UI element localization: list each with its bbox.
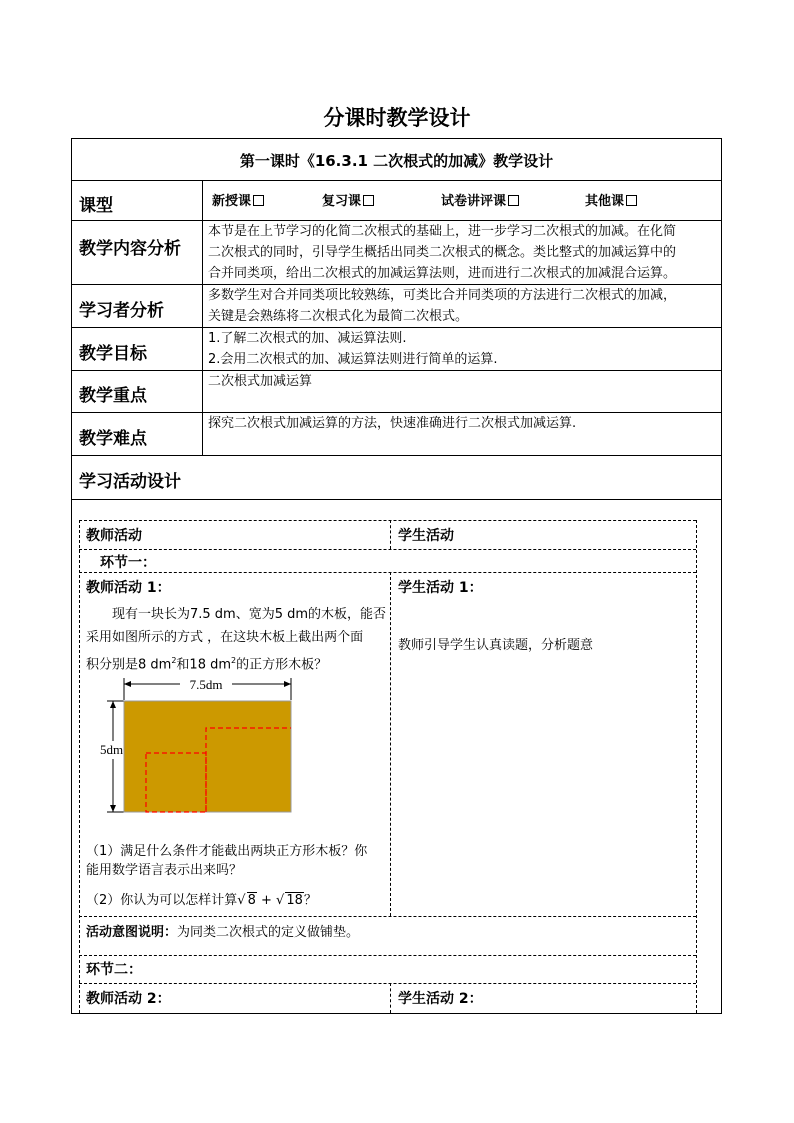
- learner-analysis-label: 学习者分析: [79, 301, 164, 321]
- difficulties-label: 教学难点: [79, 429, 147, 449]
- table-border: [71, 138, 72, 1014]
- width-label: 7.5dm: [189, 677, 223, 692]
- objectives-label: 教学目标: [79, 344, 147, 364]
- question-two: （2）你认为可以怎样计算√ 8 + √ 18？: [86, 893, 317, 908]
- table-divider: [71, 455, 722, 456]
- key-points-label: 教学重点: [79, 386, 147, 406]
- question-one: （1）满足什么条件才能截出两块正方形木板？你 能用数学语言表示出来吗？: [86, 844, 368, 878]
- dashed-divider: [79, 983, 696, 984]
- student-activity-2-label: 学生活动 2：: [398, 991, 483, 1007]
- option-new-lesson[interactable]: 新授课: [212, 190, 264, 209]
- page-title: 分课时教学设计: [323, 106, 471, 130]
- student-activity-1-text: 教师引导学生认真读题，分析题意: [398, 638, 594, 653]
- option-other-lesson[interactable]: 其他课: [585, 190, 637, 209]
- dashed-divider: [696, 520, 697, 1013]
- option-review-lesson[interactable]: 复习课: [322, 190, 374, 209]
- key-points-text: 二次根式加减运算: [208, 374, 313, 389]
- table-border: [721, 138, 722, 1014]
- checkbox-icon: [253, 195, 264, 206]
- table-divider: [71, 370, 722, 371]
- content-analysis-text: 本节是在上节学习的化简二次根式的基础上，进一步学习二次根式的加减。在化简 二次根式的同时，引导学生概括出同类二次根式的概念。类比整式的加减运算中的 合并同类项，给出二次根式的加减运算法则，进而进行二次根式的加减混合运算。: [208, 224, 677, 281]
- dashed-divider: [79, 520, 696, 521]
- checkbox-icon: [508, 195, 519, 206]
- objectives-text: 1.了解二次根式的加、减运算法则. 2.会用二次根式的加、减运算法则进行简单的运算.: [208, 331, 498, 367]
- teacher-activity-1-label: 教师活动 1：: [86, 580, 171, 596]
- type-label: 课型: [79, 196, 113, 216]
- stage-one-label: 环节一：: [100, 555, 156, 571]
- dashed-divider: [79, 955, 696, 956]
- student-activity-1-label: 学生活动 1：: [398, 580, 483, 596]
- height-label: 5dm: [100, 742, 124, 757]
- table-border: [71, 1013, 722, 1014]
- dashed-divider: [79, 549, 696, 550]
- lesson-title: 第一课时《16.3.1 二次根式的加减》教学设计: [239, 152, 554, 170]
- teacher-activity-2-label: 教师活动 2：: [86, 991, 171, 1007]
- table-divider: [202, 180, 203, 455]
- dashed-divider: [79, 572, 696, 573]
- student-activity-header: 学生活动: [398, 528, 454, 544]
- board-figure: [100, 675, 300, 820]
- table-border: [71, 138, 722, 139]
- dashed-divider: [390, 572, 391, 916]
- stage-two-label: 环节二：: [86, 962, 142, 978]
- teacher-activity-header: 教师活动: [86, 528, 142, 544]
- dashed-divider: [79, 916, 696, 917]
- activity-intent: 活动意图说明：为同类二次根式的定义做铺垫。: [86, 925, 360, 940]
- activity-design-label: 学习活动设计: [79, 472, 181, 492]
- checkbox-icon: [626, 195, 637, 206]
- checkbox-icon: [363, 195, 374, 206]
- wood-board: [124, 701, 291, 812]
- dashed-divider: [390, 520, 391, 549]
- problem-text: 现有一块长为7.5 dm、宽为5 dm的木板，能否 采用如图所示的方式 ，在这块木板上截出两个面 积分别是8 $dm^2$和18 $dm^2$的正方形木板？: [86, 607, 387, 673]
- dashed-divider: [390, 983, 391, 1013]
- table-divider: [71, 180, 722, 181]
- difficulties-text: 探究二次根式加减运算的方法，快速准确进行二次根式加减运算.: [208, 416, 577, 431]
- dashed-divider: [79, 520, 80, 1013]
- option-test-review-lesson[interactable]: 试卷讲评课: [441, 190, 519, 209]
- table-divider: [71, 499, 722, 500]
- content-analysis-label: 教学内容分析: [79, 239, 181, 259]
- learner-analysis-text: 多数学生对合并同类项比较熟练，可类比合并同类项的方法进行二次根式的加减， 关键是会熟练将二次根式化为最简二次根式。: [208, 288, 677, 324]
